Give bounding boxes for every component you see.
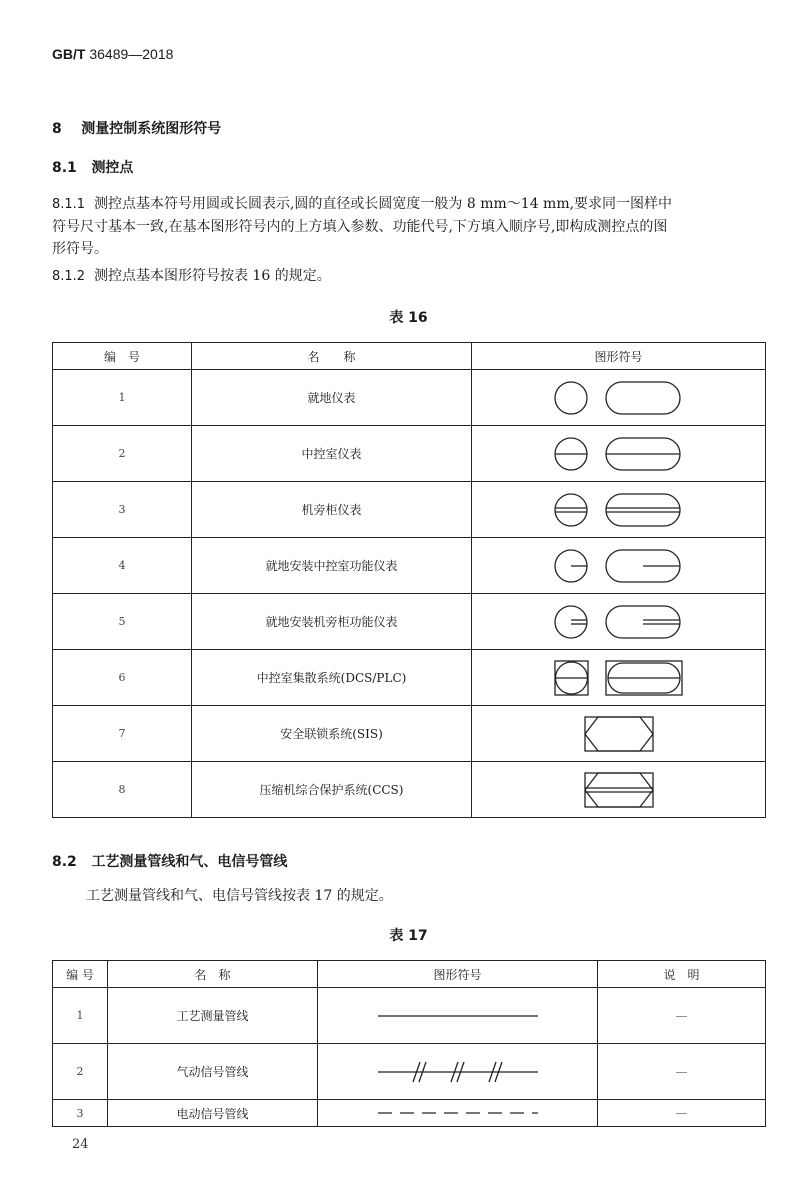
process-line-icon: [373, 1006, 543, 1026]
table-row: [53, 1044, 766, 1100]
table-header-row: [53, 961, 766, 988]
column-header: 图形符号: [472, 343, 766, 370]
local-panel-instrument-icon: [554, 490, 684, 530]
section-number: 8.1: [52, 160, 77, 176]
row-note: —: [598, 1044, 766, 1100]
row-name: 就地安装中控室功能仪表: [192, 538, 472, 594]
row-number: 3: [53, 482, 192, 538]
local-panel-function-icon: [554, 602, 684, 642]
row-name: 机旁柜仪表: [192, 482, 472, 538]
symbol-cell: [472, 762, 766, 818]
column-header: 编 号: [53, 343, 192, 370]
symbol-cell: [318, 1044, 598, 1100]
row-number: 1: [53, 988, 108, 1044]
page-number: 24: [72, 1137, 89, 1152]
dcs-plc-icon: [554, 658, 684, 698]
section-title: 工艺测量管线和气、电信号管线: [91, 854, 288, 870]
row-name: 电动信号管线: [108, 1100, 318, 1127]
table-17-caption: 表 17: [389, 928, 428, 944]
paragraph-8-1-2: [52, 265, 331, 288]
section-number: 8: [52, 121, 62, 137]
symbol-cell: [472, 482, 766, 538]
section-8-1-heading: [52, 157, 133, 177]
column-header: 编 号: [53, 961, 108, 988]
row-note: —: [598, 988, 766, 1044]
table-17: [52, 960, 766, 1127]
paragraph-line: 测控点基本符号用圆或长圆表示,圆的直径或长圆宽度一般为 8 mm～14 mm,要求同一图样中: [93, 196, 673, 212]
table-row: [53, 706, 766, 762]
standard-header: [52, 46, 173, 62]
section-8-heading: [52, 118, 221, 138]
section-title: 测量控制系统图形符号: [81, 121, 222, 137]
std-prefix: GB/T: [52, 46, 86, 62]
ccs-icon: [584, 770, 654, 810]
clause-number: 8.1.1: [52, 197, 86, 212]
table-row: [53, 650, 766, 706]
table-row: [53, 426, 766, 482]
row-name: 中控室仪表: [192, 426, 472, 482]
paragraph-line: 符号尺寸基本一致,在基本图形符号内的上方填入参数、功能代号,下方填入顺序号,即构成测控点的图: [52, 219, 668, 235]
symbol-cell: [472, 538, 766, 594]
row-number: 1: [53, 370, 192, 426]
row-number: 7: [53, 706, 192, 762]
row-number: 6: [53, 650, 192, 706]
std-number: 36489—2018: [89, 46, 174, 62]
column-header: 名 称: [108, 961, 318, 988]
row-number: 8: [53, 762, 192, 818]
column-header: 名 称: [192, 343, 472, 370]
paragraph-8-2: 工艺测量管线和气、电信号管线按表 17 的规定。: [86, 888, 393, 904]
sis-icon: [584, 714, 654, 754]
table-row: [53, 370, 766, 426]
section-title: 测控点: [91, 160, 134, 176]
symbol-cell: [318, 988, 598, 1044]
paragraph-text: 测控点基本图形符号按表 16 的规定。: [93, 268, 331, 284]
symbol-cell: [472, 706, 766, 762]
local-instrument-icon: [554, 378, 684, 418]
table-16: [52, 342, 766, 818]
symbol-cell: [472, 594, 766, 650]
electric-line-icon: [373, 1105, 543, 1121]
row-name: 安全联锁系统(SIS): [192, 706, 472, 762]
pneumatic-line-icon: [373, 1057, 543, 1087]
row-name: 中控室集散系统(DCS/PLC): [192, 650, 472, 706]
clause-number: 8.1.2: [52, 269, 86, 284]
control-room-instrument-icon: [554, 434, 684, 474]
table-row: [53, 988, 766, 1044]
row-number: 5: [53, 594, 192, 650]
paragraph-8-1-1: [52, 193, 767, 260]
row-number: 3: [53, 1100, 108, 1127]
column-header: 图形符号: [318, 961, 598, 988]
column-header: 说 明: [598, 961, 766, 988]
symbol-cell: [472, 650, 766, 706]
section-number: 8.2: [52, 854, 77, 870]
row-number: 4: [53, 538, 192, 594]
symbol-cell: [472, 370, 766, 426]
symbol-cell: [318, 1100, 598, 1127]
symbol-cell: [472, 426, 766, 482]
row-name: 压缩机综合保护系统(CCS): [192, 762, 472, 818]
table-row: [53, 762, 766, 818]
table-header-row: [53, 343, 766, 370]
row-note: —: [598, 1100, 766, 1127]
table-16-caption: 表 16: [389, 310, 428, 326]
table-row: [53, 594, 766, 650]
row-name: 就地安装机旁柜功能仪表: [192, 594, 472, 650]
row-number: 2: [53, 1044, 108, 1100]
row-number: 2: [53, 426, 192, 482]
table-row: [53, 482, 766, 538]
paragraph-line: 形符号。: [52, 241, 108, 257]
row-name: 工艺测量管线: [108, 988, 318, 1044]
table-row: [53, 538, 766, 594]
row-name: 就地仪表: [192, 370, 472, 426]
row-name: 气动信号管线: [108, 1044, 318, 1100]
local-control-function-icon: [554, 546, 684, 586]
section-8-2-heading: [52, 851, 287, 871]
table-row: [53, 1100, 766, 1127]
